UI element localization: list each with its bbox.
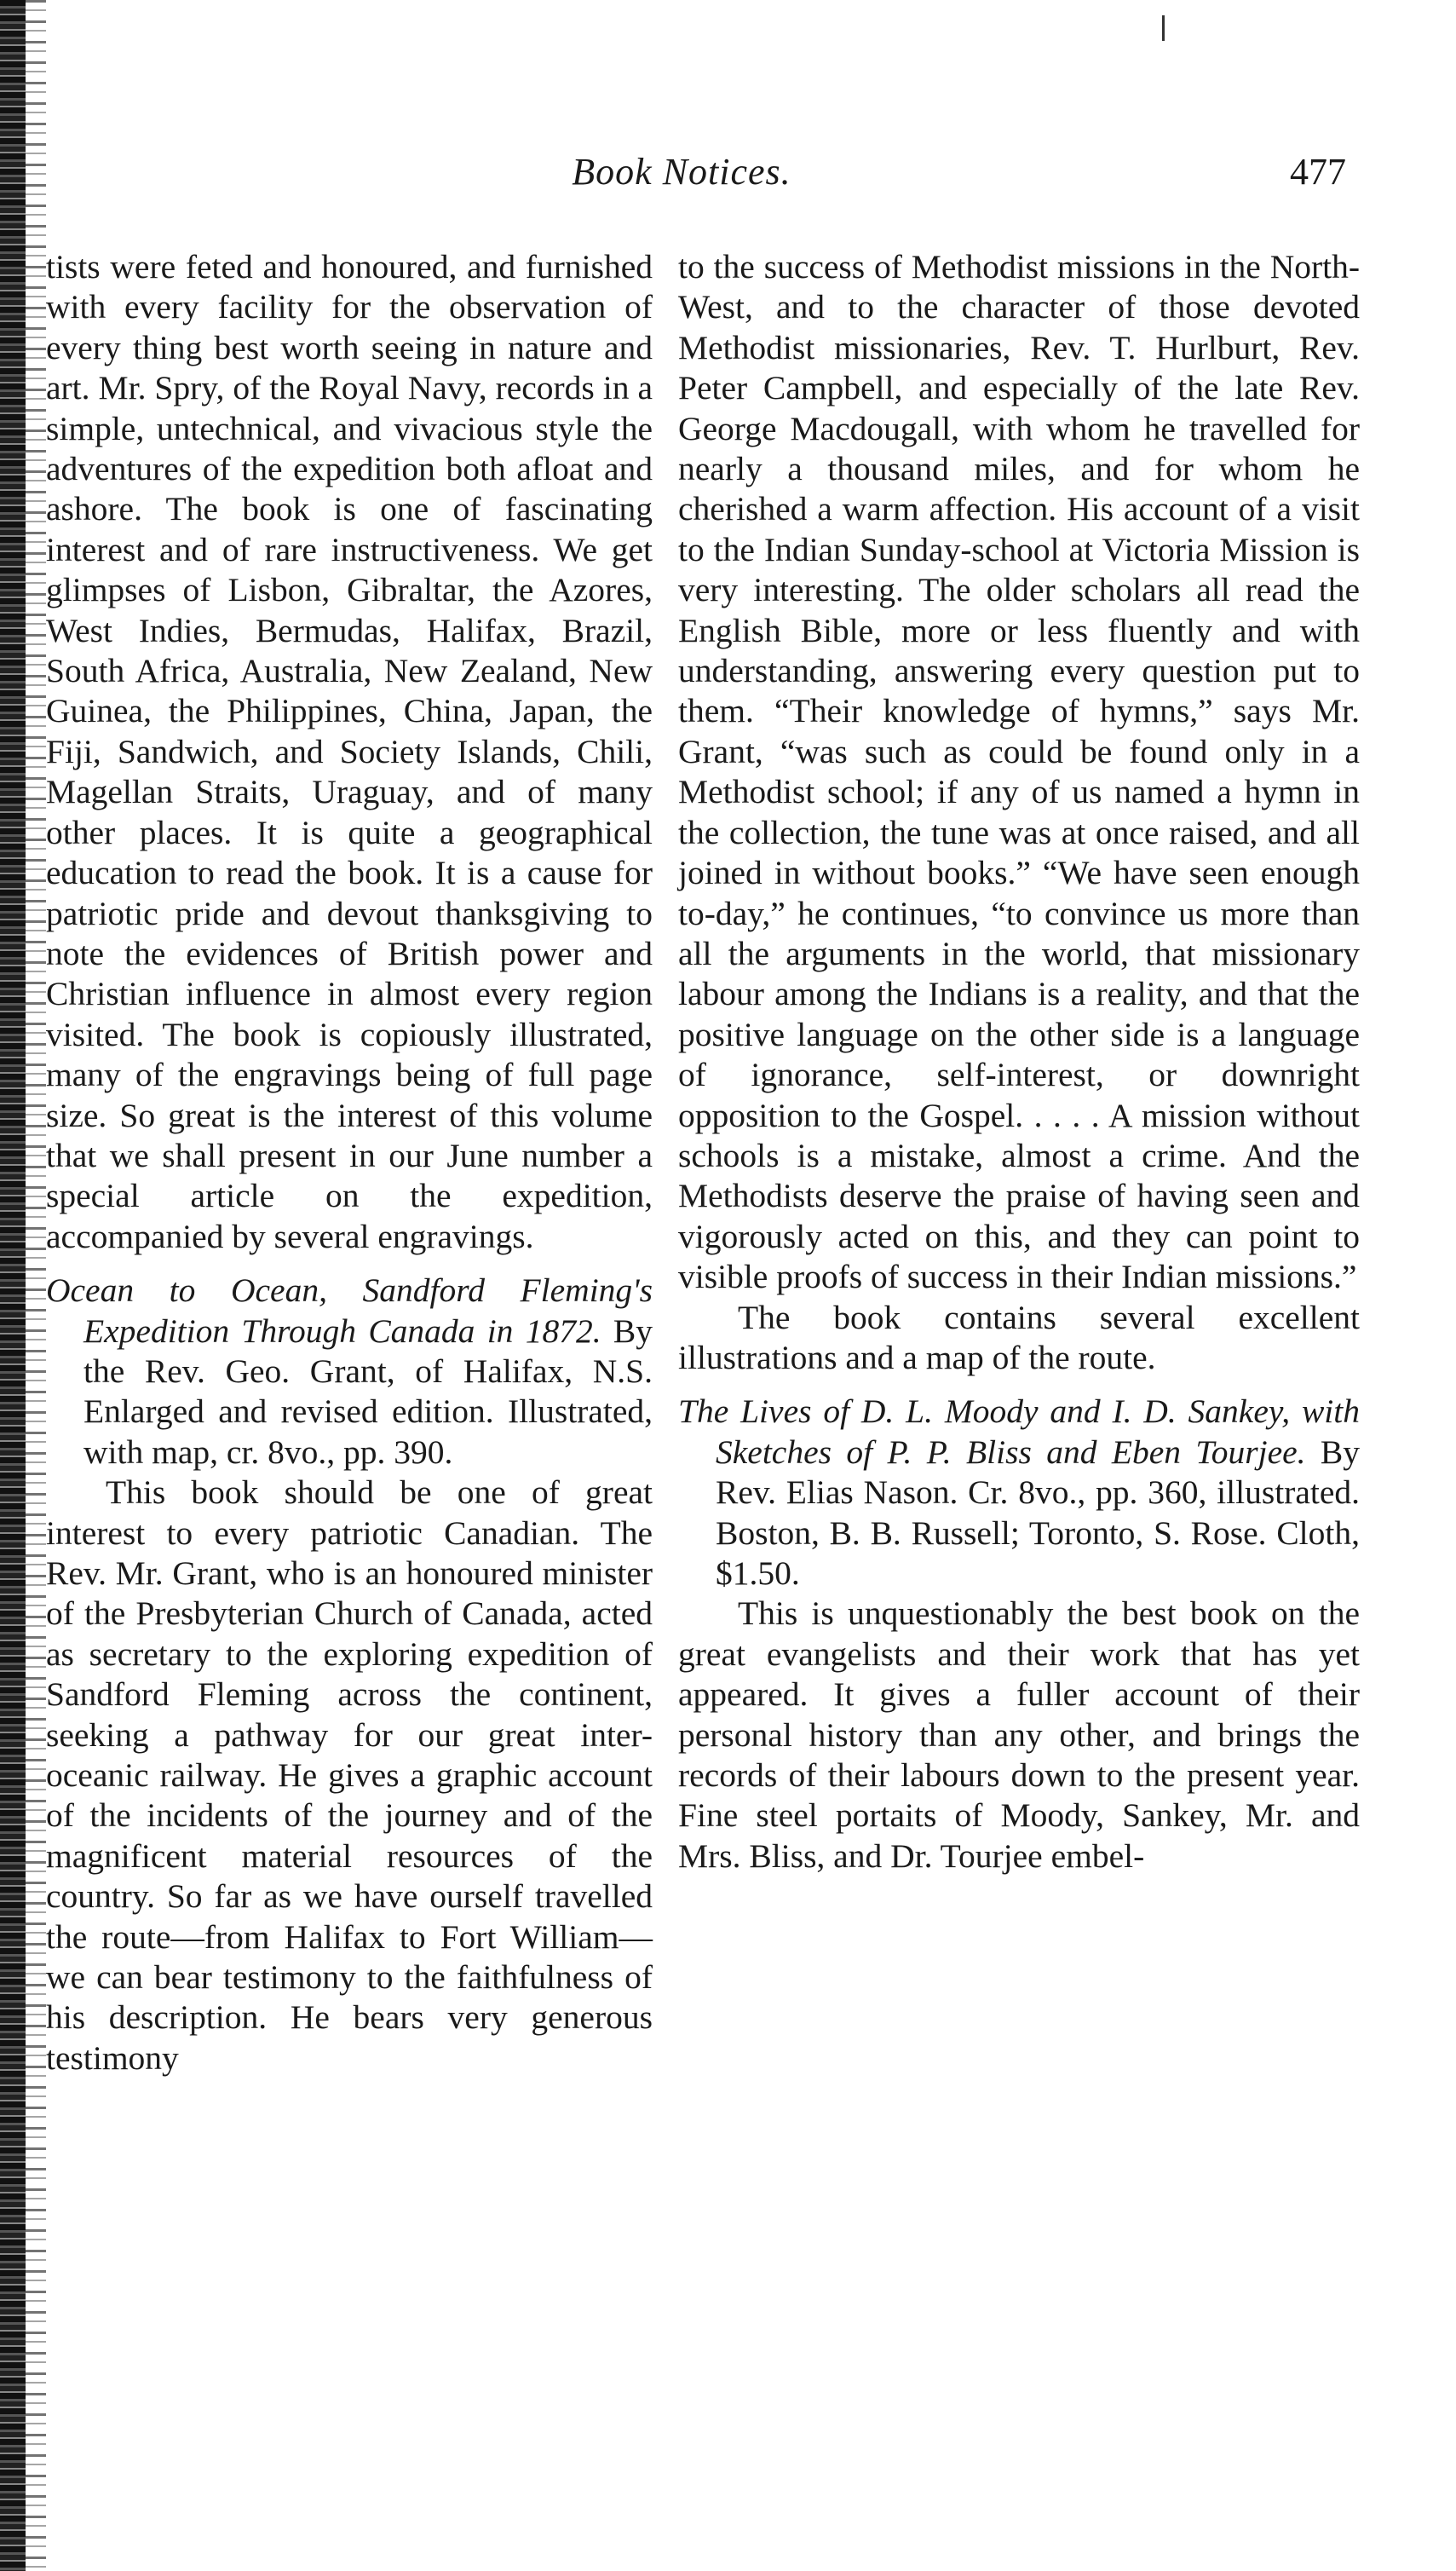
spacer (678, 1378, 1360, 1392)
running-title: Book Notices. (572, 151, 791, 193)
right-column (678, 247, 1360, 1876)
book-title: The Lives of D. L. Moody and I. D. Sankey, with Sketches of P. P. Bliss and Eben Tourjee. (678, 1392, 1360, 1471)
continued-paragraph-left: tists were feted and honoured, and furnished with every facility for the observation of every thing best worth seeing in nature and art. Mr. Spry, of the Royal Navy, records in a simple, untechnical, and vivacious style the adventures of the expedition both afloat and ashore. The book is one of fascinating interest and of rare instructiveness. We get glimpses of Lisbon, Gibraltar, the Azores, West Indies, Bermudas, Halifax, Brazil, South Africa, Australia, New Zealand, New Guinea, the Philippines, China, Japan, the Fiji, Sandwich, and Society Islands, Chili, Magellan Straits, Uraguay, and of many other places. It is quite a geographical education to read the book. It is a cause for patriotic pride and devout thanksgiving to note the evidences of British power and Christian influence in almost every region visited. The book is copiously illustrated, many of the engravings being of full page size. So great is the interest of this volume that we shall present in our June number a special article on the expedition, accompanied by several engravings. (46, 248, 653, 1255)
running-head (34, 150, 1397, 201)
print-mark (1162, 15, 1168, 41)
book-notice-moody-sankey (678, 1392, 1360, 1594)
book-byline: By the Rev. Geo. Grant, of Halifax, N.S. Enlarged and revised edition. Illustrated, with map, cr. 8vo., pp. 390. (83, 1311, 653, 1471)
spacer (46, 1257, 653, 1271)
book-notice-ocean-to-ocean (46, 1271, 653, 1473)
binding-shadow (26, 0, 46, 2571)
review-paragraph-ocean-to-ocean: This book should be one of great interest to every patriotic Canadian. The Rev. Mr. Grant, who is an honoured minister of the Presbyterian Church of Canada, acted as secretary to the exploring expedition of Sandford Fleming across the continent, seeking a pathway for our great inter-oceanic railway. He gives a graphic account of the incidents of the journey and of the magnificent material resources of the country. So far as we have ourself travelled the route—from Halifax to Fort William—we can bear testimony to the faithfulness of his description. He bears very generous testimony (46, 1473, 653, 2077)
book-binding-edge (0, 0, 26, 2571)
closing-paragraph: The book contains several excellent illustrations and a map of the route. (678, 1298, 1360, 1376)
continued-paragraph-right: to the success of Methodist missions in the North-West, and to the character of those devoted Methodist missionaries, Rev. T. Hurlburt, Rev. Peter Campbell, and especially of the late Rev. George Macdougall, with whom he travelled for nearly a thousand miles, and for whom he cherished a warm affection. His account of a visit to the Indian Sunday-school at Victoria Mission is very interesting. The older scholars all read the English Bible, more or less fluently and with understanding, answering every question put to them. “Their knowledge of hymns,” says Mr. Grant, “was such as could be found only in a Methodist school; if any of us named a hymn in the collection, the tune was at once raised, and all joined in without books.” “We have seen enough to-day,” he continues, “to convince us more than all the arguments in the world, that missionary labour among the Indians is a reality, and that the positive language on the other side is a language of ignorance, self-interest, or downright opposition to the Gospel. . . . . A mission without schools is a mistake, almost a crime. And the Methodists deserve the praise of having seen and vigorously acted on this, and they can point to visible proofs of success in their Indian missions.” (678, 248, 1360, 1296)
review-paragraph-moody-sankey: This is unquestionably the best book on the great evangelists and their work that has yet appeared. It gives a fuller account of their personal history than any other, and brings the records of their labours down to the present year. Fine steel portaits of Moody, Sankey, Mr. and Mrs. Bliss, and Dr. Tourjee embel- (678, 1594, 1360, 1875)
book-title: Ocean to Ocean, Sandford Fleming's Expedition Through Canada in 1872. (46, 1271, 653, 1350)
page-number: 477 (1290, 151, 1346, 193)
book-byline: By Rev. Elias Nason. Cr. 8vo., pp. 360, illustrated. Boston, B. B. Russell; Toronto, S. Rose. Cloth, $1.50. (716, 1432, 1360, 1592)
left-column (46, 247, 653, 2078)
